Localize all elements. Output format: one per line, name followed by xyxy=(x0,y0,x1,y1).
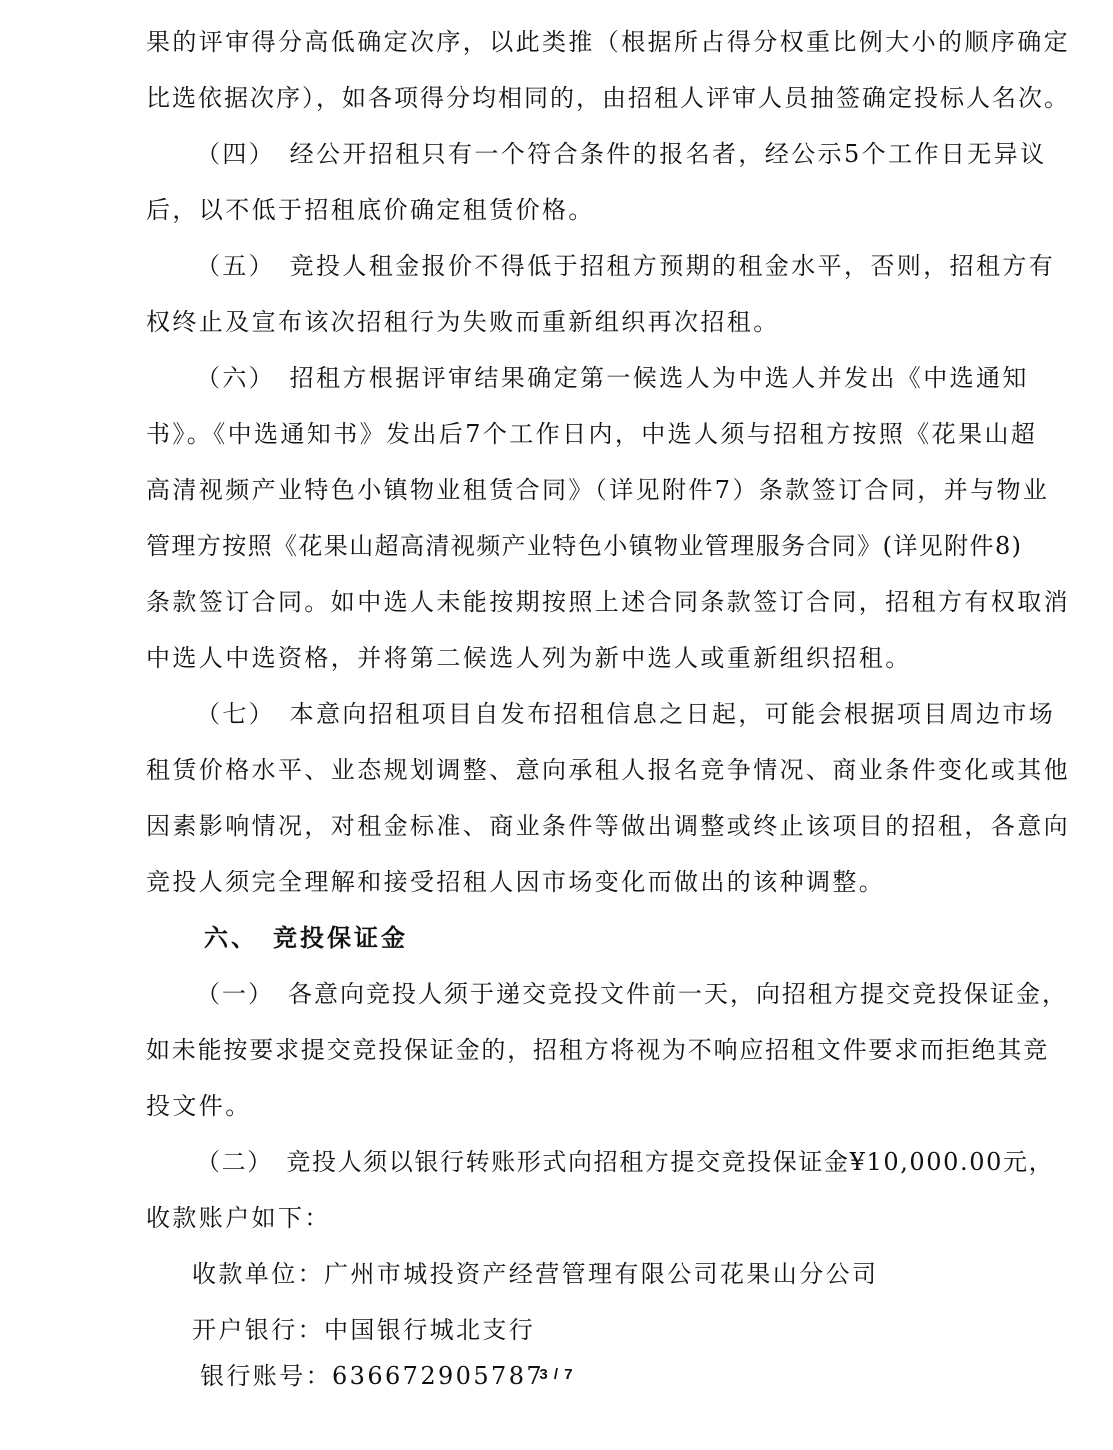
paragraph-line: 条款签订合同。如中选人未能按期按照上述合同条款签订合同，招租方有权取消 xyxy=(146,588,1070,616)
account-bank: 开户银行：中国银行城北支行 xyxy=(192,1316,536,1344)
paragraph-line: （六） 招租方根据评审结果确定第一候选人为中选人并发出《中选通知 xyxy=(196,364,1029,392)
paragraph-line: 后，以不低于招租底价确定租赁价格。 xyxy=(146,196,595,224)
paragraph-line: （一） 各意向竞投人须于递交竞投文件前一天，向招租方提交竞投保证金， xyxy=(196,980,1068,1008)
page-number: 3 / 7 xyxy=(539,1366,574,1383)
paragraph-line: 权终止及宣布该次招租行为失败而重新组织再次招租。 xyxy=(146,308,780,336)
paragraph-line: 投文件。 xyxy=(146,1092,252,1120)
paragraph-line: 书》。《中选通知书》发出后7个工作日内，中选人须与招租方按照《花果山超 xyxy=(146,420,1038,448)
paragraph-line: 比选依据次序），如各项得分均相同的，由招租人评审人员抽签确定投标人名次。 xyxy=(146,84,1070,112)
section-heading: 六、 竞投保证金 xyxy=(204,924,408,952)
paragraph-line: 因素影响情况，对租金标准、商业条件等做出调整或终止该项目的招租，各意向 xyxy=(146,812,1070,840)
paragraph-line: 租赁价格水平、业态规划调整、意向承租人报名竞争情况、商业条件变化或其他 xyxy=(146,756,1070,784)
paragraph-line: （二） 竞投人须以银行转账形式向招租方提交竞投保证金¥10,000.00元， xyxy=(196,1148,1055,1176)
account-number: 银行账号：636672905787 xyxy=(200,1362,545,1390)
paragraph-line: 中选人中选资格，并将第二候选人列为新中选人或重新组织招租。 xyxy=(146,644,912,672)
paragraph-line: 果的评审得分高低确定次序，以此类推（根据所占得分权重比例大小的顺序确定 xyxy=(146,28,1070,56)
paragraph-line: （四） 经公开招租只有一个符合条件的报名者，经公示5个工作日无异议 xyxy=(196,140,1047,168)
paragraph-line: 如未能按要求提交竞投保证金的，招租方将视为不响应招租文件要求而拒绝其竞 xyxy=(146,1036,1049,1064)
paragraph-line: 竞投人须完全理解和接受招租人因市场变化而做出的该种调整。 xyxy=(146,868,886,896)
paragraph-line: 收款账户如下： xyxy=(146,1204,331,1232)
paragraph-line: 高清视频产业特色小镇物业租赁合同》（详见附件7）条款签订合同，并与物业 xyxy=(146,476,1050,504)
account-payee: 收款单位：广州市城投资产经营管理有限公司花果山分公司 xyxy=(192,1260,879,1288)
paragraph-line: 管理方按照《花果山超高清视频产业特色小镇物业管理服务合同》(详见附件8) xyxy=(146,532,1023,560)
paragraph-line: （五） 竞投人租金报价不得低于招租方预期的租金水平，否则，招租方有 xyxy=(196,252,1056,280)
paragraph-line: （七） 本意向招租项目自发布招租信息之日起，可能会根据项目周边市场 xyxy=(196,700,1056,728)
